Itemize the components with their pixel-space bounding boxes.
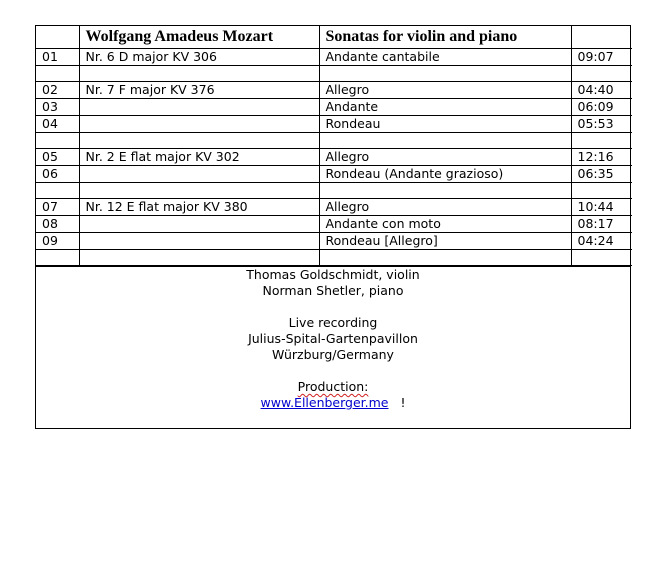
track-duration: 08:17 (571, 216, 632, 233)
movement-title: Rondeau [Allegro] (319, 233, 571, 250)
movement-title: Rondeau (319, 116, 571, 133)
movement-title: Andante con moto (319, 216, 571, 233)
track-duration: 10:44 (571, 199, 632, 216)
credits-gap (36, 299, 630, 315)
table-row (36, 233, 632, 250)
table-row (36, 99, 632, 116)
track-number: 09 (36, 233, 79, 250)
track-duration: 04:40 (571, 82, 632, 99)
spacer-row (36, 133, 632, 149)
production-link-line (36, 395, 630, 411)
table-row (36, 149, 632, 166)
table-row (36, 216, 632, 233)
movement-title: Andante (319, 99, 571, 116)
movement-title: Allegro (319, 149, 571, 166)
sonata-title: Nr. 7 F major KV 376 (79, 82, 319, 99)
sonata-title: Nr. 12 E flat major KV 380 (79, 199, 319, 216)
sonata-title (79, 216, 319, 233)
recording-city: Würzburg/Germany (272, 347, 394, 362)
table-row (36, 166, 632, 183)
spacer-row (36, 250, 632, 266)
track-number: 02 (36, 82, 79, 99)
header-number-cell (36, 26, 79, 49)
recording-venue: Julius-Spital-Gartenpavillon (248, 331, 418, 346)
track-duration: 12:16 (571, 149, 632, 166)
sonata-title (79, 99, 319, 116)
track-number: 06 (36, 166, 79, 183)
credits-gap (36, 363, 630, 379)
sonata-title: Nr. 6 D major KV 306 (79, 49, 319, 66)
table-row (36, 199, 632, 216)
production-label-text: Production: (297, 379, 369, 394)
recording-type: Live recording (288, 315, 378, 330)
movement-title: Rondeau (Andante grazioso) (319, 166, 571, 183)
exclamation-mark: ! (400, 395, 406, 410)
track-duration: 09:07 (571, 49, 632, 66)
tracklist-table (36, 26, 632, 266)
spacer-row (36, 66, 632, 82)
track-number: 08 (36, 216, 79, 233)
track-number: 04 (36, 116, 79, 133)
sonata-title (79, 233, 319, 250)
composer-heading: Wolfgang Amadeus Mozart (79, 26, 319, 49)
performer-piano: Norman Shetler, piano (262, 283, 404, 298)
credits-block (36, 266, 630, 428)
track-number: 01 (36, 49, 79, 66)
sonata-title (79, 166, 319, 183)
performer-violin: Thomas Goldschmidt, violin (246, 267, 420, 282)
work-heading: Sonatas for violin and piano (319, 26, 571, 49)
production-label (36, 379, 630, 395)
spacer-row (36, 183, 632, 199)
website-link[interactable]: www.Ellenberger.me (260, 395, 389, 410)
header-row (36, 26, 632, 49)
movement-title: Allegro (319, 82, 571, 99)
track-number: 03 (36, 99, 79, 116)
movement-title: Andante cantabile (319, 49, 571, 66)
track-duration: 05:53 (571, 116, 632, 133)
track-duration: 06:09 (571, 99, 632, 116)
header-time-cell (571, 26, 632, 49)
track-number: 07 (36, 199, 79, 216)
table-row (36, 82, 632, 99)
sonata-title (79, 116, 319, 133)
track-number: 05 (36, 149, 79, 166)
sonata-title: Nr. 2 E flat major KV 302 (79, 149, 319, 166)
table-row (36, 116, 632, 133)
track-duration: 04:24 (571, 233, 632, 250)
track-duration: 06:35 (571, 166, 632, 183)
movement-title: Allegro (319, 199, 571, 216)
table-row (36, 49, 632, 66)
tracklist-sheet (35, 25, 631, 429)
